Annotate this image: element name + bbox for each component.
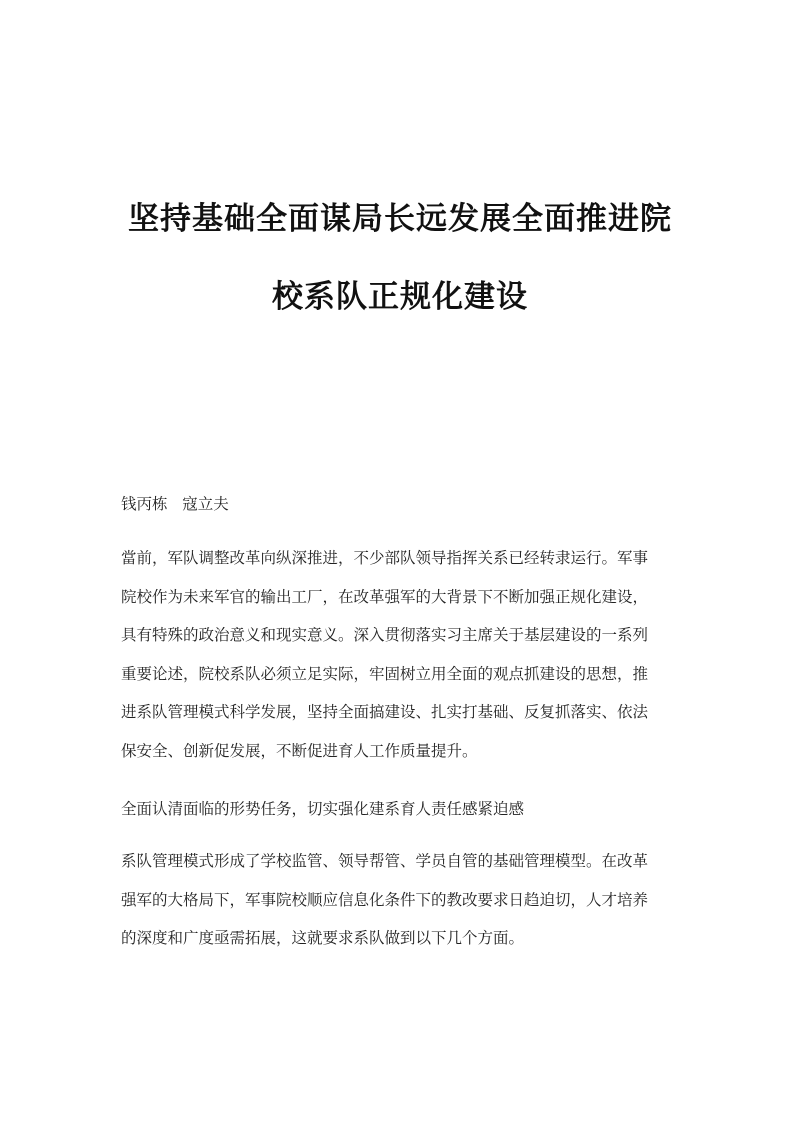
paragraph-line: 當前，军队调整改革向纵深推进，不少部队领导指挥关系已经转隶运行。军事 (121, 549, 649, 567)
paragraph-section-1 (121, 842, 681, 958)
paragraph-line: 强军的大格局下，军事院校顺应信息化条件下的教改要求日趋迫切，人才培养 (121, 890, 649, 909)
document-title-line-2: 校系队正规化建设 (272, 279, 528, 315)
paragraph-line: 的深度和广度亟需拓展，这就要求系队做到以下几个方面。 (121, 929, 525, 948)
author-names: 钱丙栋 寇立夫 (121, 495, 229, 513)
paragraph-line: 系队管理模式形成了学校监管、领导帮管、学员自管的基础管理模型。在改革 (121, 852, 649, 870)
paragraph-line: 重要论述，院校系队必须立足实际，牢固树立用全面的观点抓建设的思想，推 (121, 664, 649, 683)
paragraph-line: 保安全、创新促发展，不断促进育人工作质量提升。 (121, 741, 478, 760)
paragraph-line: 具有特殊的政治意义和现实意义。深入贯彻落实习主席关于基层建设的一系列 (121, 626, 649, 645)
paragraph-intro (121, 539, 681, 771)
paragraph-line: 院校作为未来军官的输出工厂，在改革强军的大背景下不断加强正规化建设， (121, 587, 649, 606)
section-heading: 全面认清面临的形势任务，切实强化建系育人责任感紧迫感 (121, 800, 525, 818)
document-title-line-1: 坚持基础全面谋局长远发展全面推进院 (128, 201, 672, 237)
paragraph-line: 进系队管理模式科学发展，坚持全面搞建设、扎实打基础、反复抓落实、依法 (121, 703, 649, 722)
